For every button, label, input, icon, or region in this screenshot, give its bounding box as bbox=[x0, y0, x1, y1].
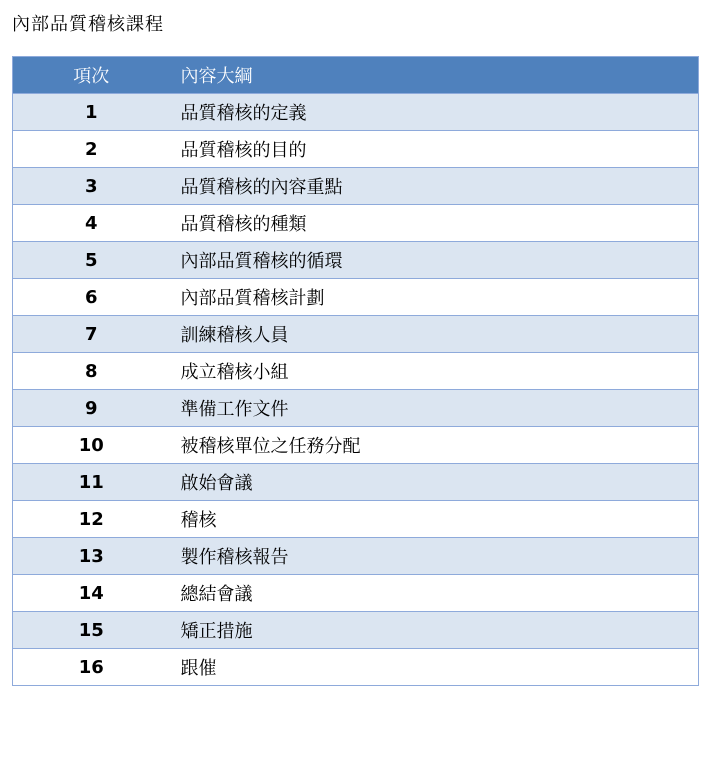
row-number: 10 bbox=[13, 427, 170, 464]
table-row bbox=[13, 168, 699, 205]
table-row bbox=[13, 353, 699, 390]
row-number: 15 bbox=[13, 612, 170, 649]
table-row bbox=[13, 612, 699, 649]
row-number: 8 bbox=[13, 353, 170, 390]
table-header-row bbox=[13, 57, 699, 94]
row-number: 1 bbox=[13, 94, 170, 131]
row-content: 總結會議 bbox=[170, 575, 699, 612]
row-number: 12 bbox=[13, 501, 170, 538]
row-number: 16 bbox=[13, 649, 170, 686]
table-row bbox=[13, 575, 699, 612]
table-row bbox=[13, 131, 699, 168]
table-row bbox=[13, 94, 699, 131]
row-content: 矯正措施 bbox=[170, 612, 699, 649]
row-number: 14 bbox=[13, 575, 170, 612]
row-content: 品質稽核的種類 bbox=[170, 205, 699, 242]
table-row bbox=[13, 390, 699, 427]
row-content: 跟催 bbox=[170, 649, 699, 686]
row-content: 準備工作文件 bbox=[170, 390, 699, 427]
row-content: 訓練稽核人員 bbox=[170, 316, 699, 353]
row-number: 5 bbox=[13, 242, 170, 279]
row-content: 製作稽核報告 bbox=[170, 538, 699, 575]
row-content: 啟始會議 bbox=[170, 464, 699, 501]
table-row bbox=[13, 316, 699, 353]
row-content: 內部品質稽核計劃 bbox=[170, 279, 699, 316]
table-row bbox=[13, 464, 699, 501]
table-row bbox=[13, 205, 699, 242]
row-number: 9 bbox=[13, 390, 170, 427]
row-number: 11 bbox=[13, 464, 170, 501]
table-row bbox=[13, 501, 699, 538]
row-number: 6 bbox=[13, 279, 170, 316]
row-number: 2 bbox=[13, 131, 170, 168]
row-number: 7 bbox=[13, 316, 170, 353]
table-row bbox=[13, 242, 699, 279]
row-content: 內部品質稽核的循環 bbox=[170, 242, 699, 279]
row-content: 品質稽核的內容重點 bbox=[170, 168, 699, 205]
row-number: 3 bbox=[13, 168, 170, 205]
row-content: 成立稽核小組 bbox=[170, 353, 699, 390]
header-outline: 內容大綱 bbox=[170, 57, 699, 94]
table-row bbox=[13, 279, 699, 316]
row-content: 品質稽核的目的 bbox=[170, 131, 699, 168]
course-outline-table bbox=[12, 56, 699, 686]
table-row bbox=[13, 427, 699, 464]
header-item-no: 項次 bbox=[13, 57, 170, 94]
row-content: 被稽核單位之任務分配 bbox=[170, 427, 699, 464]
row-content: 品質稽核的定義 bbox=[170, 94, 699, 131]
row-number: 13 bbox=[13, 538, 170, 575]
row-number: 4 bbox=[13, 205, 170, 242]
table-row bbox=[13, 649, 699, 686]
page-title: 內部品質稽核課程 bbox=[12, 14, 164, 35]
table-row bbox=[13, 538, 699, 575]
row-content: 稽核 bbox=[170, 501, 699, 538]
